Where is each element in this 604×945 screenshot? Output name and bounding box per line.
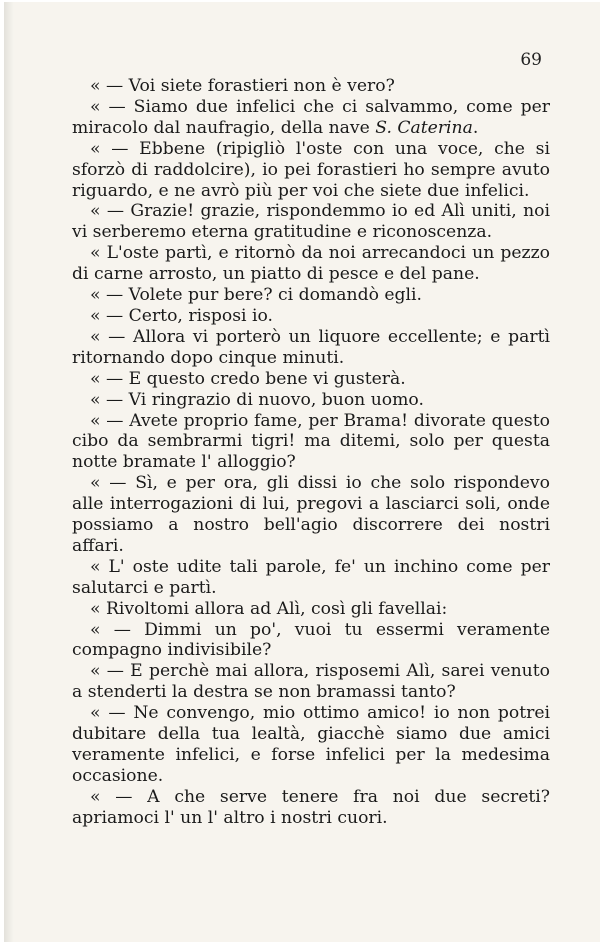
paragraph-13: « L' oste udite tali parole, fe' un inchino come per salutarci e partì. <box>72 556 550 598</box>
paragraph-9: « — E questo credo bene vi gusterà. <box>90 368 406 389</box>
book-page <box>4 2 600 942</box>
paragraph-5: « L'oste partì, e ritornò da noi arrecandoci un pezzo di carne arrosto, un piatto di pesce e del pane. <box>72 243 550 285</box>
page-gutter-shadow <box>4 2 14 942</box>
paragraph-2-text: « — Siamo due infelici che ci salvammo, come per miracolo dal naufragio, della nave <box>72 96 550 138</box>
paragraph-16: « — E perchè mai allora, risposemi Alì, sarei venuto a stenderti la destra se non bramassi tanto? <box>72 661 550 703</box>
page-number: 69 <box>520 50 542 70</box>
paragraph-15: « — Dimmi un po', vuoi tu essermi veramente compagno indivisibile? <box>72 619 550 661</box>
paragraph-4: « — Grazie! grazie, rispondemmo io ed Alì uniti, noi vi serberemo eterna gratitudine e riconoscenza. <box>72 201 550 243</box>
paragraph-3: « — Ebbene (ripigliò l'oste con una voce, che si sforzò di raddolcire), io pei forastieri ho sempre avuto riguardo, e ne avrò più per voi che siete due infelici. <box>72 138 550 201</box>
paragraph-11: « — Avete proprio fame, per Brama! divorate questo cibo da sembrarmi tigri! ma ditemi, solo per questa notte bramate l' alloggio? <box>72 410 550 473</box>
paragraph-8: « — Allora vi porterò un liquore eccellente; e partì ritornando dopo cinque minuti. <box>72 326 550 368</box>
paragraph-2 <box>72 97 550 139</box>
paragraph-17: « — Ne convengo, mio ottimo amico! io non potrei dubitare della tua lealtà, giacchè siamo due amici veramente infelici, e forse infelici per la medesima occasione. <box>72 703 550 786</box>
paragraph-10: « — Vi ringrazio di nuovo, buon uomo. <box>90 389 424 410</box>
page-body-text <box>72 76 550 829</box>
paragraph-18: « — A che serve tenere fra noi due secreti? apriamoci l' un l' altro i nostri cuori. <box>72 786 550 828</box>
paragraph-1: « — Voi siete forastieri non è vero? <box>90 76 395 96</box>
paragraph-2-end: . <box>472 117 479 138</box>
ship-name: S. Caterina <box>375 117 473 138</box>
paragraph-14: « Rivoltomi allora ad Alì, così gli favellai: <box>90 598 448 619</box>
paragraph-7: « — Certo, risposi io. <box>90 305 274 326</box>
paragraph-12: « — Sì, e per ora, gli dissi io che solo rispondevo alle interrogazioni di lui, pregovi a lasciarci soli, onde possiamo a nostro bell'agio discorrere dei nostri affari. <box>72 473 550 556</box>
paragraph-6: « — Volete pur bere? ci domandò egli. <box>90 285 423 306</box>
